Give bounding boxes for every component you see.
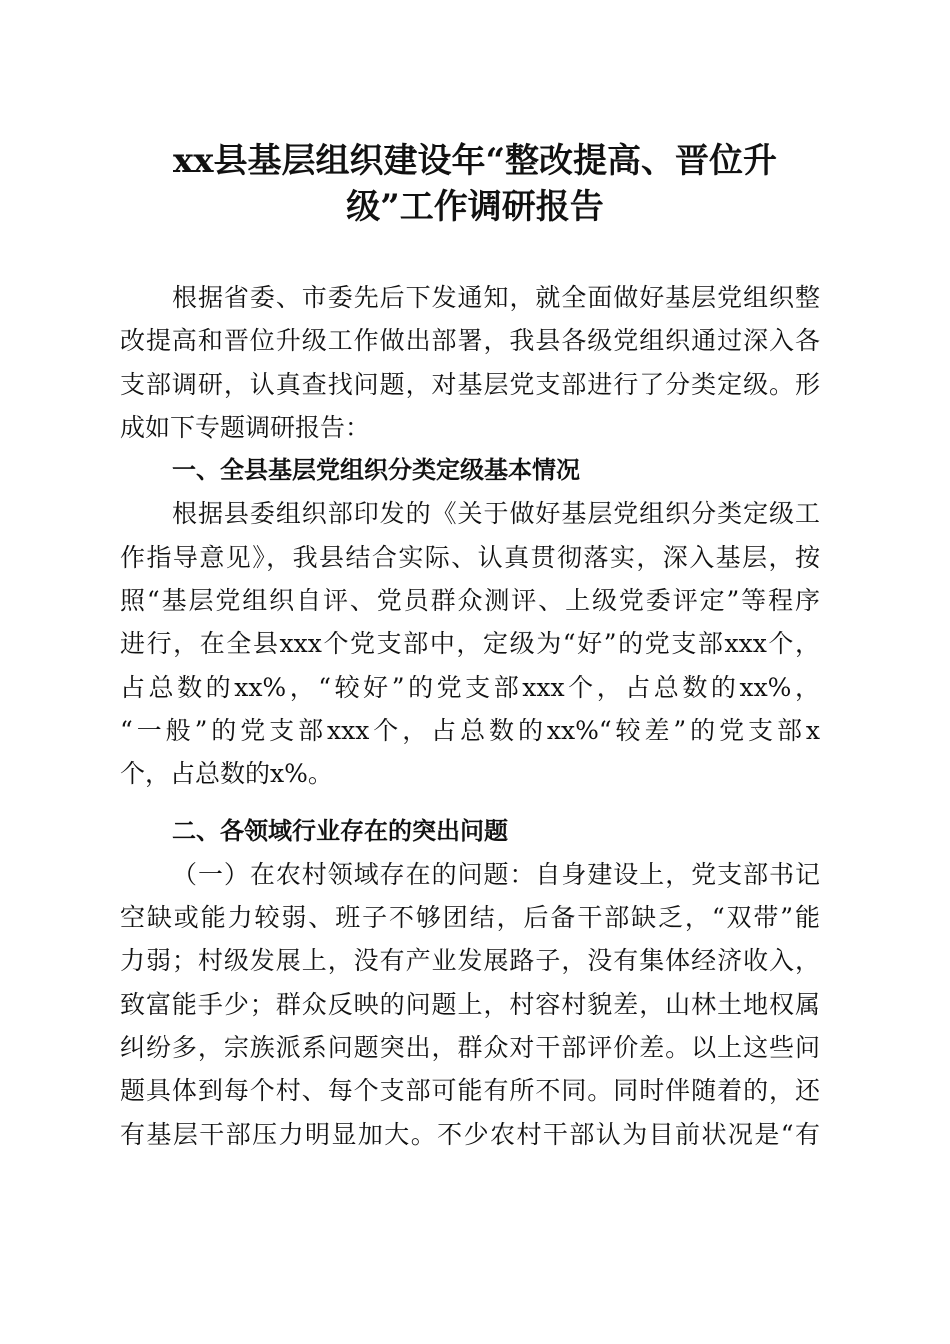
text-line: 致富能手少；群众反映的问题上，村容村貌差，山林土地权属: [120, 989, 820, 1019]
text-line: 个，占总数的x%。: [120, 759, 333, 789]
section-heading-1: 一、全县基层党组织分类定级基本情况: [172, 456, 580, 485]
text-line: 支部调研，认真查找问题，对基层党支部进行了分类定级。形: [120, 369, 820, 399]
section-heading-2: 二、各领域行业存在的突出问题: [172, 816, 508, 845]
text-line: 进行，在全县xxx个党支部中，定级为“好”的党支部xxx个，: [120, 629, 820, 659]
title-line: 级”工作调研报告: [346, 187, 604, 227]
text-line: 作指导意见》，我县结合实际、认真贯彻落实，深入基层，按: [120, 542, 820, 572]
text-line: 照“基层党组织自评、党员群众测评、上级党委评定”等程序: [120, 586, 820, 616]
text-line: 改提高和晋位升级工作做出部署，我县各级党组织通过深入各: [120, 326, 820, 356]
paragraph-basic-situation: [120, 492, 820, 795]
title-line: xx县基层组织建设年“整改提高、晋位升: [172, 141, 778, 181]
text-line: 空缺或能力较弱、班子不够团结，后备干部缺乏，“双带”能: [120, 903, 820, 933]
text-line: （一）在农村领域存在的问题：自身建设上，党支部书记: [172, 859, 820, 889]
text-line: 力弱；村级发展上，没有产业发展路子，没有集体经济收入，: [120, 946, 820, 976]
document-body: [120, 276, 820, 1156]
text-line: 成如下专题调研报告：: [120, 412, 371, 442]
paragraph-rural-problems: [120, 853, 820, 1156]
text-line: 有基层干部压力明显加大。不少农村干部认为目前状况是“有: [120, 1119, 820, 1149]
paragraph-intro: [120, 276, 820, 449]
text-line: 占总数的xx%，“较好”的党支部xxx个，占总数的xx%，: [120, 672, 820, 702]
text-line: “一般”的党支部xxx个，占总数的xx%“较差”的党支部x: [120, 715, 820, 745]
text-line: 纠纷多，宗族派系问题突出，群众对干部评价差。以上这些问: [120, 1033, 820, 1063]
document-title: [100, 138, 850, 230]
text-line: 根据县委组织部印发的《关于做好基层党组织分类定级工: [172, 499, 820, 529]
text-line: 根据省委、市委先后下发通知，就全面做好基层党组织整: [172, 283, 820, 312]
text-line: 题具体到每个村、每个支部可能有所不同。同时伴随着的，还: [120, 1076, 820, 1106]
